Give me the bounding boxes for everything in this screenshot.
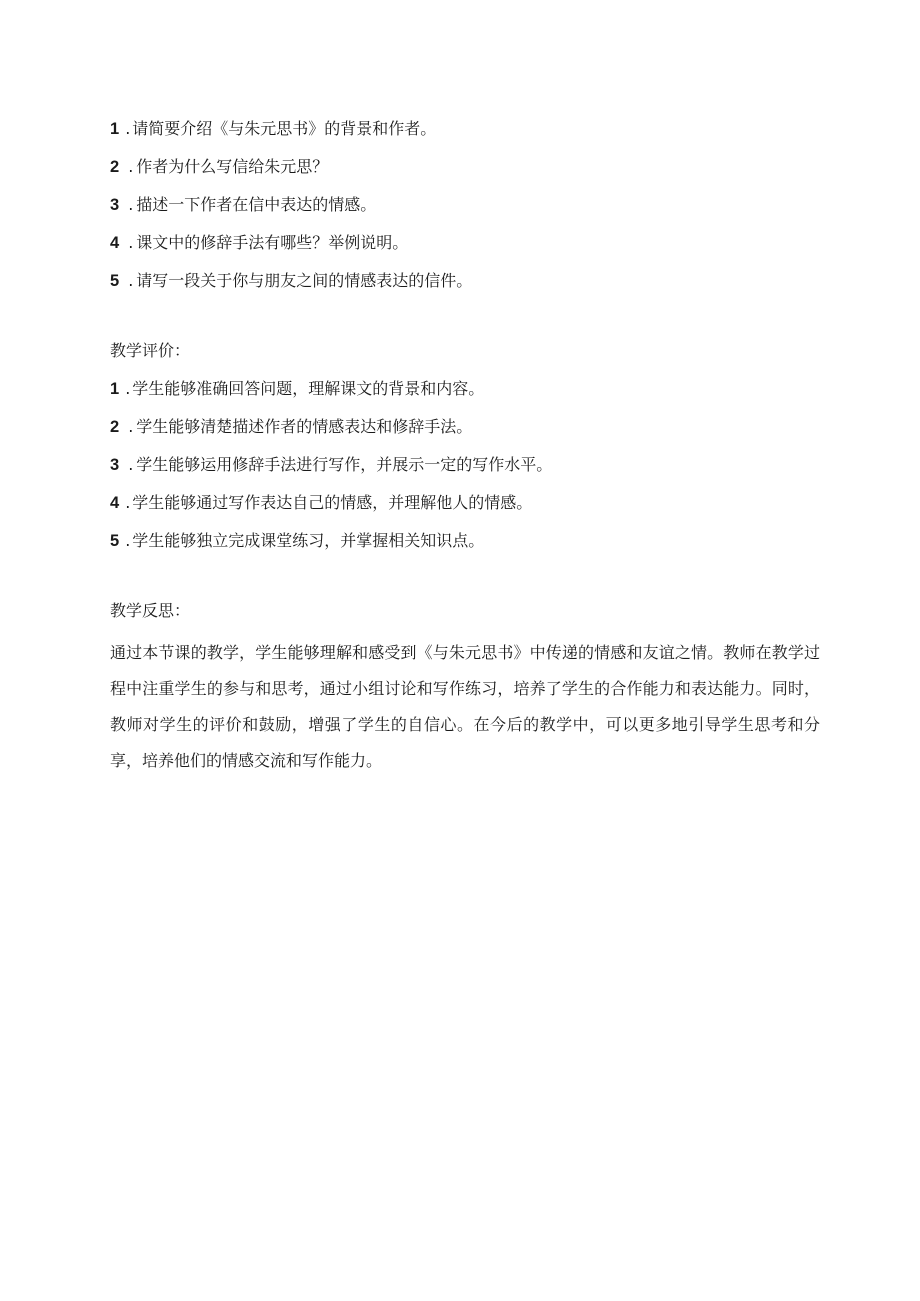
item-number: 1: [110, 380, 120, 398]
item-number: 2: [110, 418, 120, 436]
item-separator: .: [128, 195, 134, 214]
item-separator: .: [125, 119, 131, 138]
item-text: 学生能够清楚描述作者的情感表达和修辞手法。: [136, 417, 473, 436]
question-item: [110, 153, 825, 191]
item-separator: .: [128, 455, 134, 474]
item-number: 3: [110, 196, 120, 214]
item-separator: .: [128, 417, 134, 436]
item-text: 请写一段关于你与朋友之间的情感表达的信件。: [136, 271, 473, 290]
evaluation-heading: 教学评价：: [110, 341, 191, 360]
item-separator: .: [128, 271, 134, 290]
item-text: 学生能够准确回答问题，理解课文的背景和内容。: [132, 379, 485, 398]
item-number: 2: [110, 158, 120, 176]
item-separator: .: [125, 531, 131, 550]
spacer: [110, 305, 825, 337]
item-number: 4: [110, 494, 120, 512]
reflection-heading: 教学反思：: [110, 601, 191, 620]
question-item: [110, 115, 825, 153]
item-separator: .: [125, 379, 131, 398]
question-list: [110, 115, 825, 305]
item-text: 描述一下作者在信中表达的情感。: [136, 195, 377, 214]
document-content: [110, 115, 825, 779]
item-separator: .: [128, 233, 134, 252]
item-number: 3: [110, 456, 120, 474]
item-text: 课文中的修辞手法有哪些？举例说明。: [136, 233, 409, 252]
evaluation-item: [110, 413, 825, 451]
evaluation-item: [110, 451, 825, 489]
item-number: 5: [110, 532, 120, 550]
item-text: 学生能够通过写作表达自己的情感，并理解他人的情感。: [132, 493, 533, 512]
item-separator: .: [125, 493, 131, 512]
evaluation-item: [110, 489, 825, 527]
reflection-paragraph: 通过本节课的教学，学生能够理解和感受到《与朱元思书》中传递的情感和友谊之情。教师在教学过程中注重学生的参与和思考，通过小组讨论和写作练习，培养了学生的合作能力和表达能力。同时，教师对学生的评价和鼓励，增强了学生的自信心。在今后的教学中，可以更多地引导学生思考和分享，培养他们的情感交流和写作能力。: [110, 643, 820, 770]
evaluation-list: [110, 375, 825, 565]
evaluation-item: [110, 527, 825, 565]
item-text: 请简要介绍《与朱元思书》的背景和作者。: [132, 119, 437, 138]
item-text: 学生能够运用修辞手法进行写作，并展示一定的写作水平。: [136, 455, 553, 474]
spacer: [110, 565, 825, 597]
item-separator: .: [128, 157, 134, 176]
item-number: 5: [110, 272, 120, 290]
item-text: 作者为什么写信给朱元思？: [136, 157, 329, 176]
item-number: 4: [110, 234, 120, 252]
question-item: [110, 229, 825, 267]
item-number: 1: [110, 120, 120, 138]
question-item: [110, 267, 825, 305]
evaluation-item: [110, 375, 825, 413]
question-item: [110, 191, 825, 229]
item-text: 学生能够独立完成课堂练习，并掌握相关知识点。: [132, 531, 485, 550]
